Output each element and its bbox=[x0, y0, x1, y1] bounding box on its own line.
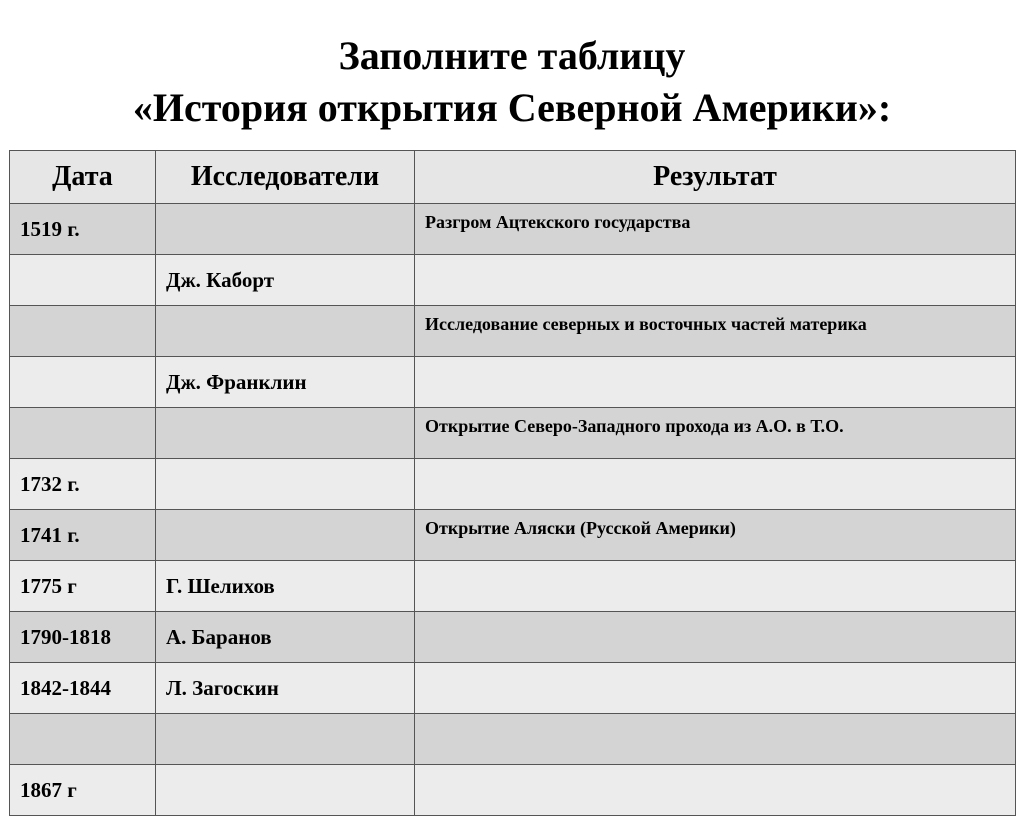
cell-result bbox=[415, 561, 1016, 612]
table-row bbox=[10, 765, 1016, 816]
table-row bbox=[10, 306, 1016, 357]
cell-date bbox=[10, 408, 156, 459]
cell-result bbox=[415, 765, 1016, 816]
table-row bbox=[10, 357, 1016, 408]
cell-date bbox=[10, 357, 156, 408]
cell-date bbox=[10, 714, 156, 765]
cell-date bbox=[10, 255, 156, 306]
cell-result bbox=[415, 714, 1016, 765]
cell-result bbox=[415, 612, 1016, 663]
cell-explorer: А. Баранов bbox=[156, 612, 415, 663]
cell-explorer: Дж. Франклин bbox=[156, 357, 415, 408]
cell-date: 1867 г bbox=[10, 765, 156, 816]
cell-explorer: Л. Загоскин bbox=[156, 663, 415, 714]
cell-explorer bbox=[156, 765, 415, 816]
cell-explorer: Дж. Каборт bbox=[156, 255, 415, 306]
table-header-row bbox=[10, 151, 1016, 204]
header-result: Результат bbox=[415, 151, 1016, 204]
table-row bbox=[10, 255, 1016, 306]
cell-explorer: Г. Шелихов bbox=[156, 561, 415, 612]
cell-result bbox=[415, 459, 1016, 510]
cell-explorer bbox=[156, 459, 415, 510]
table-row bbox=[10, 510, 1016, 561]
cell-date: 1519 г. bbox=[10, 204, 156, 255]
cell-result: Разгром Ацтекского государства bbox=[415, 204, 1016, 255]
table-row bbox=[10, 561, 1016, 612]
cell-date: 1741 г. bbox=[10, 510, 156, 561]
exploration-table bbox=[9, 150, 1016, 816]
page-title bbox=[0, 30, 1024, 134]
table-row bbox=[10, 459, 1016, 510]
cell-explorer bbox=[156, 510, 415, 561]
cell-date bbox=[10, 306, 156, 357]
table-row bbox=[10, 663, 1016, 714]
table-row bbox=[10, 612, 1016, 663]
cell-result: Открытие Аляски (Русской Америки) bbox=[415, 510, 1016, 561]
cell-explorer bbox=[156, 204, 415, 255]
table-body bbox=[10, 204, 1016, 816]
cell-explorer bbox=[156, 306, 415, 357]
cell-date: 1790-1818 bbox=[10, 612, 156, 663]
cell-date: 1842-1844 bbox=[10, 663, 156, 714]
cell-result: Исследование северных и восточных частей материка bbox=[415, 306, 1016, 357]
table-row bbox=[10, 204, 1016, 255]
title-line-2: «История открытия Северной Америки»: bbox=[132, 85, 892, 130]
cell-explorer bbox=[156, 408, 415, 459]
cell-date: 1732 г. bbox=[10, 459, 156, 510]
table-row bbox=[10, 714, 1016, 765]
cell-result: Открытие Северо-Западного прохода из А.О. в Т.О. bbox=[415, 408, 1016, 459]
header-date: Дата bbox=[10, 151, 156, 204]
cell-explorer bbox=[156, 714, 415, 765]
title-line-1: Заполните таблицу bbox=[338, 33, 686, 78]
table-row bbox=[10, 408, 1016, 459]
cell-result bbox=[415, 255, 1016, 306]
cell-date: 1775 г bbox=[10, 561, 156, 612]
header-explorers: Исследователи bbox=[156, 151, 415, 204]
cell-result bbox=[415, 357, 1016, 408]
cell-result bbox=[415, 663, 1016, 714]
